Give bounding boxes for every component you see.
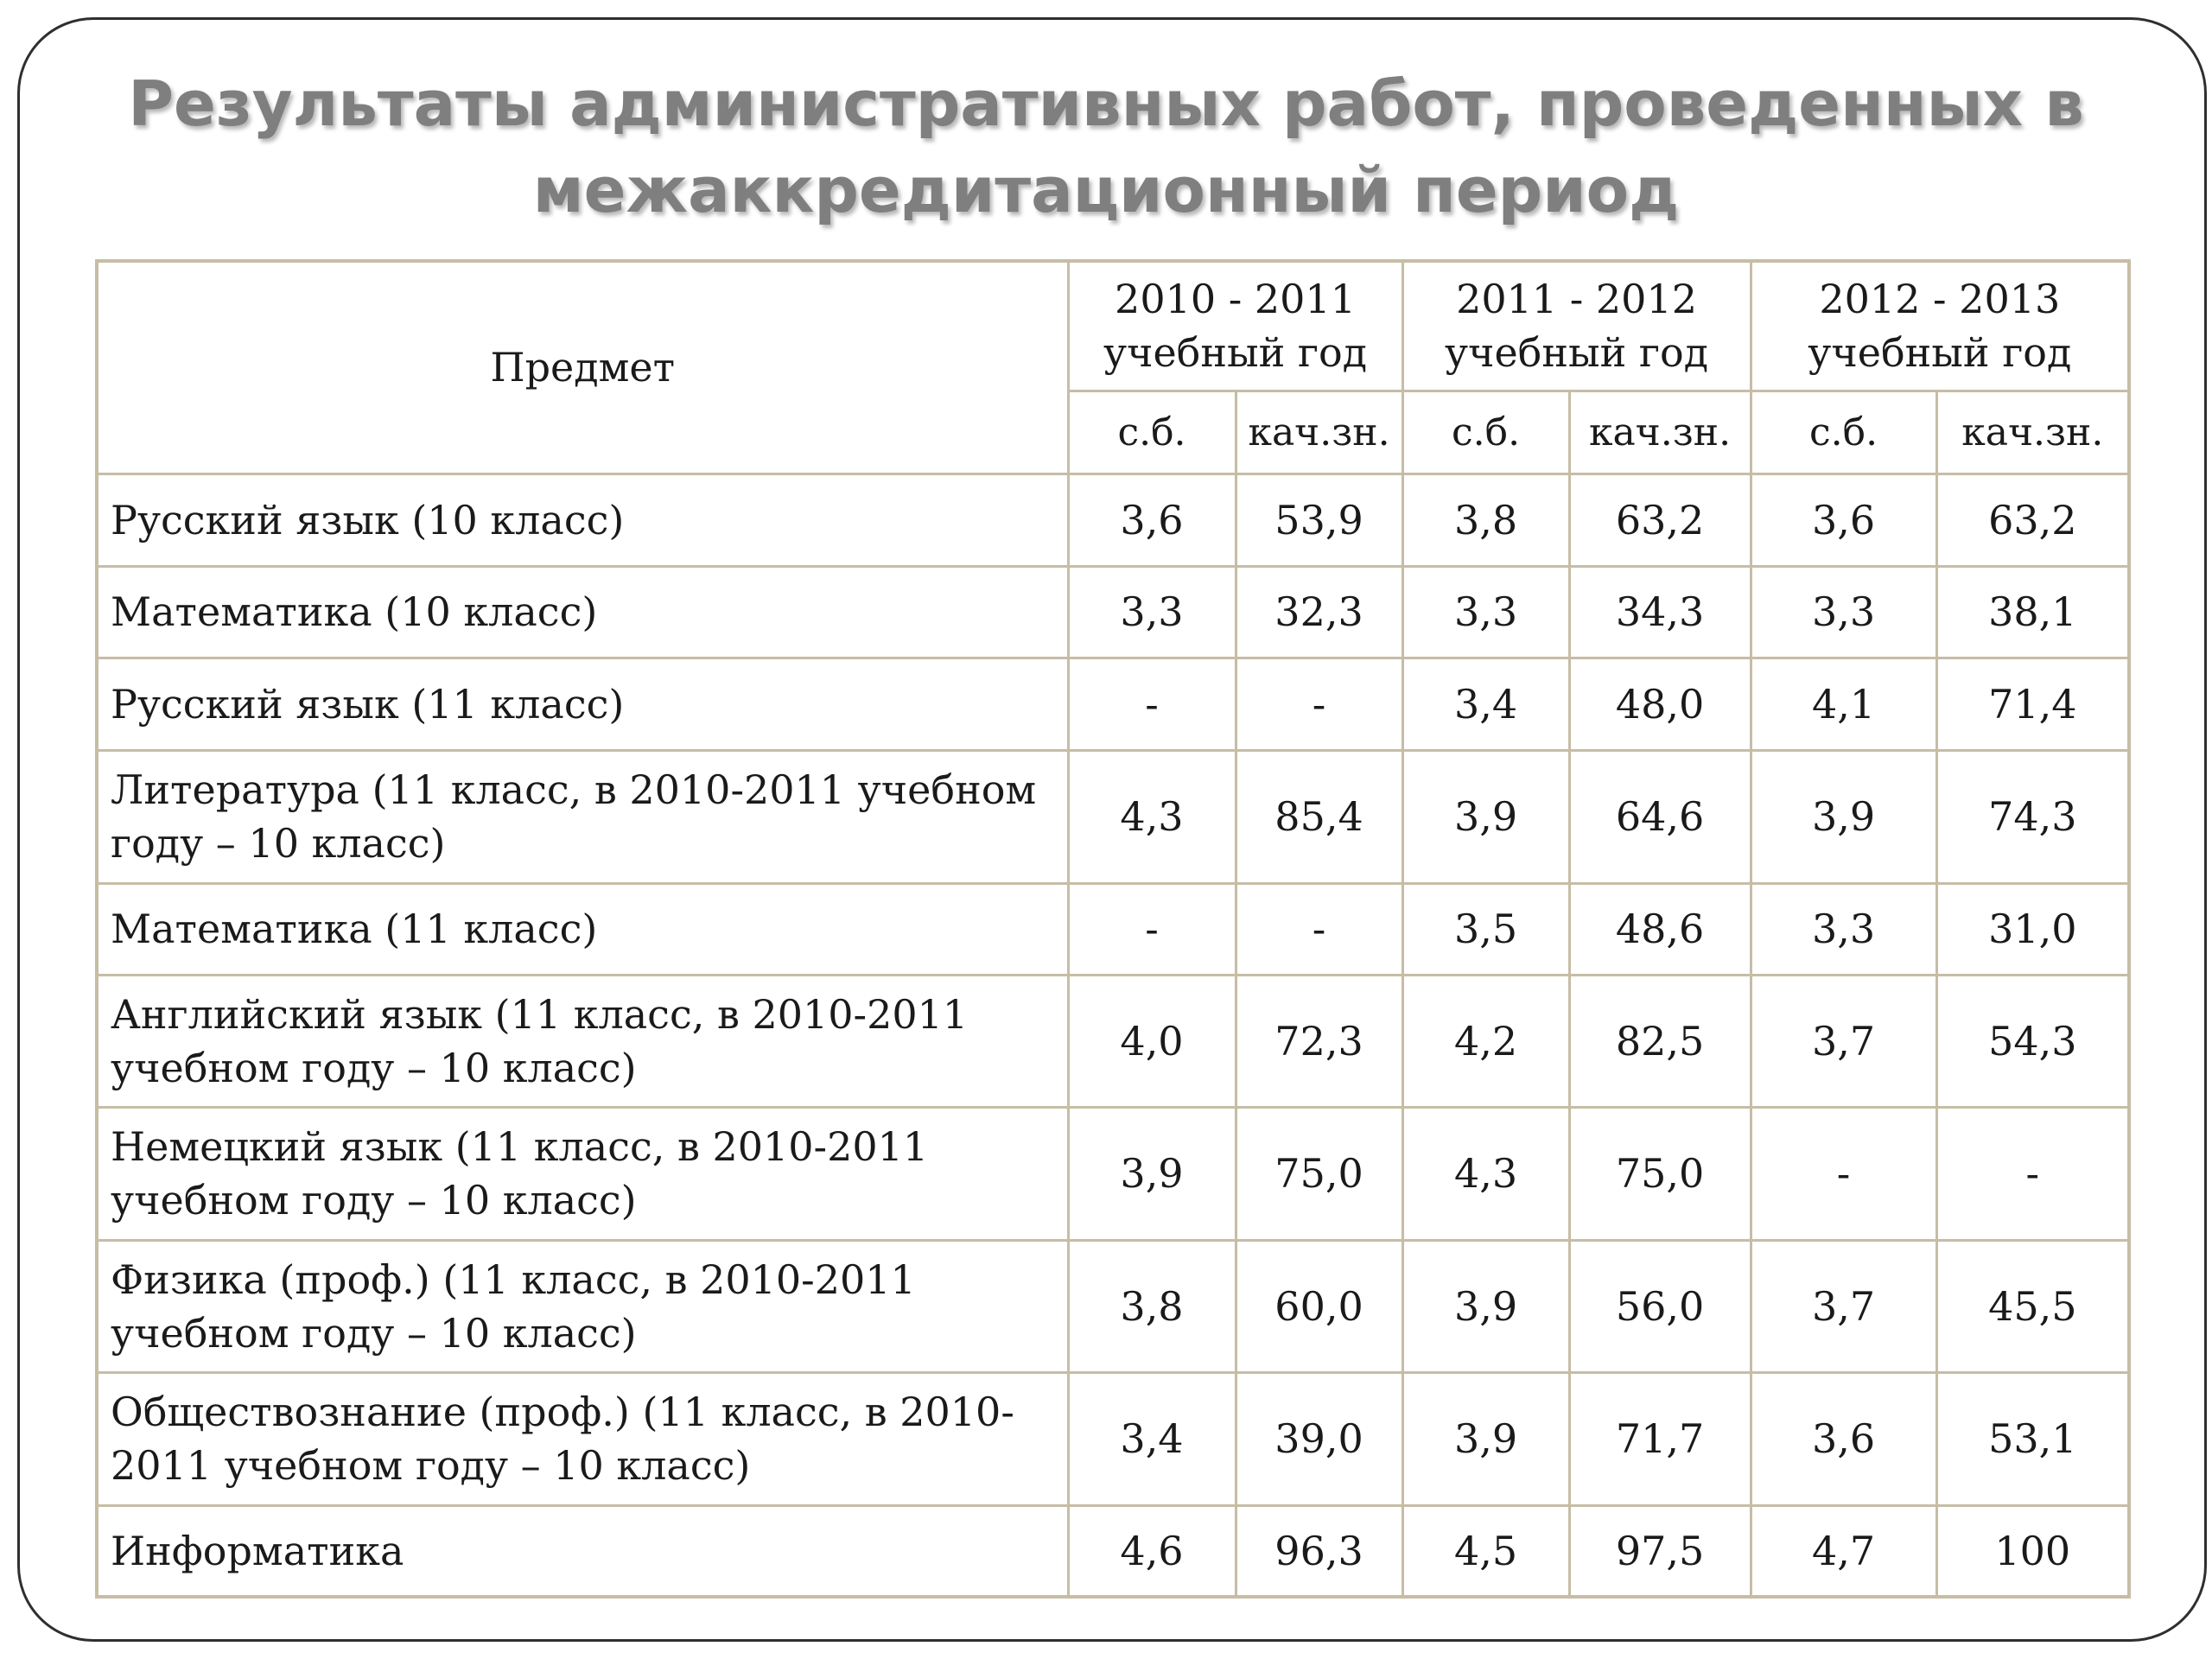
value-cell: 74,3 [1936, 750, 2129, 883]
value-cell: 3,6 [1751, 1372, 1936, 1505]
subject-cell: Физика (проф.) (11 класс, в 2010-2011 учебном году – 10 класс) [97, 1240, 1068, 1372]
value-cell: 3,7 [1751, 1240, 1936, 1372]
value-cell: 85,4 [1236, 750, 1402, 883]
value-cell: 75,0 [1569, 1107, 1751, 1240]
metric-header-avg-score: с.б. [1402, 391, 1569, 474]
value-cell: 48,0 [1569, 658, 1751, 750]
table-row [97, 1505, 2129, 1597]
header-row-years [97, 261, 2129, 391]
value-cell: 3,8 [1402, 474, 1569, 566]
value-cell: 53,9 [1236, 474, 1402, 566]
value-cell: 75,0 [1236, 1107, 1402, 1240]
value-cell: 4,5 [1402, 1505, 1569, 1597]
value-cell: 63,2 [1569, 474, 1751, 566]
value-cell: - [1236, 658, 1402, 750]
value-cell: 32,3 [1236, 566, 1402, 658]
value-cell: - [1068, 658, 1236, 750]
value-cell: 60,0 [1236, 1240, 1402, 1372]
value-cell: 71,4 [1936, 658, 2129, 750]
value-cell: 34,3 [1569, 566, 1751, 658]
subject-cell: Математика (11 класс) [97, 883, 1068, 975]
value-cell: 45,5 [1936, 1240, 2129, 1372]
value-cell: 3,7 [1751, 975, 1936, 1107]
value-cell: 4,6 [1068, 1505, 1236, 1597]
value-cell: 82,5 [1569, 975, 1751, 1107]
value-cell: 3,9 [1402, 750, 1569, 883]
value-cell: 31,0 [1936, 883, 2129, 975]
metric-header-avg-score: с.б. [1751, 391, 1936, 474]
value-cell: 38,1 [1936, 566, 2129, 658]
value-cell: - [1936, 1107, 2129, 1240]
value-cell: 4,0 [1068, 975, 1236, 1107]
value-cell: - [1236, 883, 1402, 975]
subject-cell: Немецкий язык (11 класс, в 2010-2011 учебном году – 10 класс) [97, 1107, 1068, 1240]
subject-cell: Информатика [97, 1505, 1068, 1597]
value-cell: 4,3 [1402, 1107, 1569, 1240]
value-cell: 64,6 [1569, 750, 1751, 883]
value-cell: 71,7 [1569, 1372, 1751, 1505]
value-cell: 3,3 [1751, 883, 1936, 975]
value-cell: 56,0 [1569, 1240, 1751, 1372]
value-cell: 72,3 [1236, 975, 1402, 1107]
results-table [95, 259, 2131, 1599]
table-row [97, 975, 2129, 1107]
value-cell: 3,9 [1751, 750, 1936, 883]
table-row [97, 1372, 2129, 1505]
year-range: 2011 - 2012 [1456, 276, 1697, 323]
value-cell: 3,6 [1751, 474, 1936, 566]
slide-title [52, 60, 2160, 233]
value-cell: 3,6 [1068, 474, 1236, 566]
year-header-2012-2013 [1751, 261, 2129, 391]
value-cell: 3,9 [1402, 1240, 1569, 1372]
value-cell: 3,3 [1751, 566, 1936, 658]
value-cell: 97,5 [1569, 1505, 1751, 1597]
value-cell: 3,4 [1402, 658, 1569, 750]
value-cell: 3,9 [1402, 1372, 1569, 1505]
table-row [97, 1240, 2129, 1372]
value-cell: 54,3 [1936, 975, 2129, 1107]
table-row [97, 658, 2129, 750]
subject-cell: Литература (11 класс, в 2010-2011 учебном году – 10 класс) [97, 750, 1068, 883]
value-cell: 3,3 [1402, 566, 1569, 658]
metric-header-avg-score: с.б. [1068, 391, 1236, 474]
subject-cell: Обществознание (проф.) (11 класс, в 2010-2011 учебном году – 10 класс) [97, 1372, 1068, 1505]
value-cell: 96,3 [1236, 1505, 1402, 1597]
value-cell: 53,1 [1936, 1372, 2129, 1505]
slide-title-line-1: Результаты административных работ, проведенных в [128, 67, 2084, 140]
year-label: учебный год [1444, 329, 1709, 377]
value-cell: - [1751, 1107, 1936, 1240]
value-cell: 3,3 [1068, 566, 1236, 658]
metric-header-quality: кач.зн. [1236, 391, 1402, 474]
table-row [97, 566, 2129, 658]
value-cell: 3,4 [1068, 1372, 1236, 1505]
slide-title-line-2: межаккредитационный период [532, 154, 1680, 226]
table-row [97, 883, 2129, 975]
value-cell: 3,5 [1402, 883, 1569, 975]
value-cell: 4,3 [1068, 750, 1236, 883]
year-range: 2010 - 2011 [1115, 276, 1356, 323]
value-cell: 100 [1936, 1505, 2129, 1597]
year-header-2010-2011 [1068, 261, 1402, 391]
subject-cell: Английский язык (11 класс, в 2010-2011 учебном году – 10 класс) [97, 975, 1068, 1107]
subject-column-header: Предмет [97, 261, 1068, 474]
value-cell: 4,1 [1751, 658, 1936, 750]
value-cell: 4,2 [1402, 975, 1569, 1107]
value-cell: 39,0 [1236, 1372, 1402, 1505]
year-range: 2012 - 2013 [1819, 276, 2061, 323]
metric-header-quality: кач.зн. [1936, 391, 2129, 474]
value-cell: - [1068, 883, 1236, 975]
subject-cell: Математика (10 класс) [97, 566, 1068, 658]
table-row [97, 1107, 2129, 1240]
value-cell: 48,6 [1569, 883, 1751, 975]
value-cell: 3,8 [1068, 1240, 1236, 1372]
subject-cell: Русский язык (11 класс) [97, 658, 1068, 750]
value-cell: 63,2 [1936, 474, 2129, 566]
year-label: учебный год [1103, 329, 1368, 377]
value-cell: 4,7 [1751, 1505, 1936, 1597]
year-label: учебный год [1808, 329, 2072, 377]
metric-header-quality: кач.зн. [1569, 391, 1751, 474]
table-row [97, 474, 2129, 566]
table-row [97, 750, 2129, 883]
subject-cell: Русский язык (10 класс) [97, 474, 1068, 566]
value-cell: 3,9 [1068, 1107, 1236, 1240]
year-header-2011-2012 [1402, 261, 1751, 391]
